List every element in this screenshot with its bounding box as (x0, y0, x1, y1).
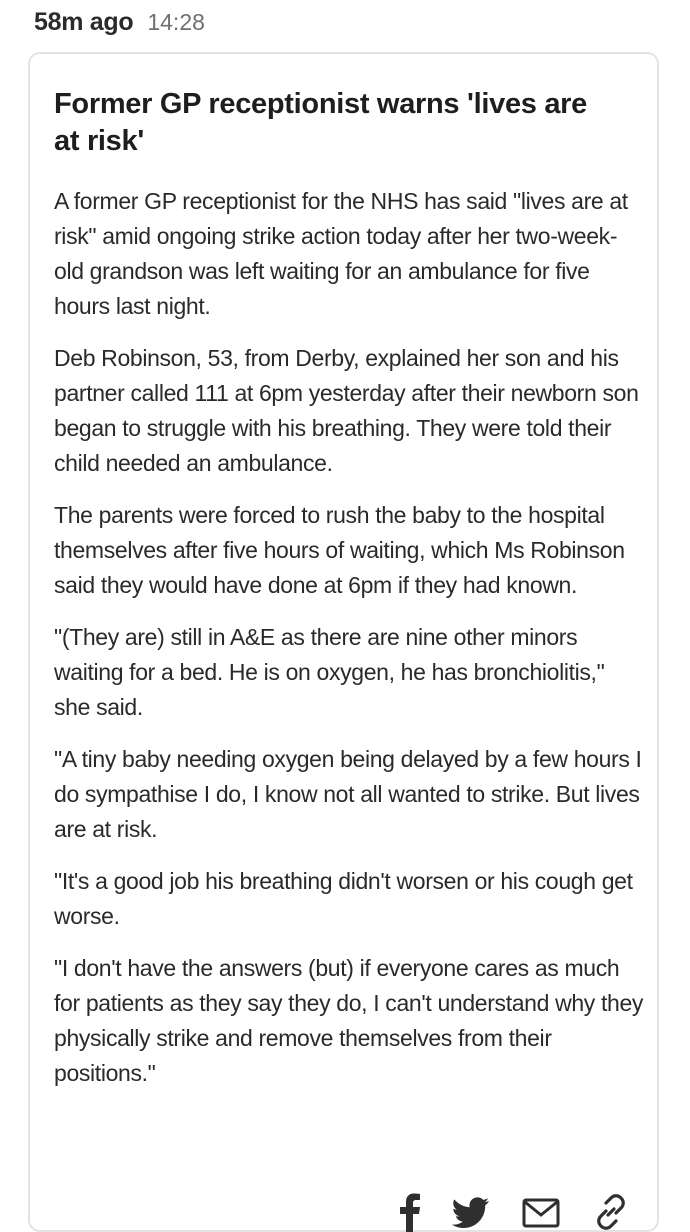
post-paragraph: The parents were forced to rush the baby to the hospital themselves after five hours of waiting, which Ms Robinson said they would have done at 6pm if they had known. (54, 502, 625, 598)
live-blog-post (28, 52, 659, 1232)
post-paragraph: "It's a good job his breathing didn't worsen or his cough get worse. (54, 868, 633, 929)
clock-time: 14:28 (147, 9, 205, 35)
post-paragraph: A former GP receptionist for the NHS has said "lives are at risk" amid ongoing strike action today after her two-week-old grandson was left waiting for an ambulance for five hours last night. (54, 188, 628, 319)
email-icon[interactable] (521, 1192, 561, 1232)
link-icon[interactable] (591, 1192, 631, 1232)
post-paragraph: "(They are) still in A&E as there are nine other minors waiting for a bed. He is on oxygen, he has bronchiolitis," she said. (54, 624, 605, 720)
post-headline: Former GP receptionist warns 'lives are at risk' (54, 88, 587, 157)
share-bar (399, 1192, 631, 1232)
post-paragraph: Deb Robinson, 53, from Derby, explained her son and his partner called 111 at 6pm yesterday after their newborn son began to struggle with his breathing. They were told their child needed an ambulance. (54, 345, 639, 476)
entry-timestamp (34, 8, 205, 44)
twitter-icon[interactable] (451, 1192, 491, 1232)
time-ago: 58m ago (34, 8, 134, 36)
post-body (54, 184, 644, 1108)
post-paragraph: "I don't have the answers (but) if everyone cares as much for patients as they say they do, I can't understand why they physically strike and remove themselves from their positions." (54, 955, 644, 1086)
facebook-icon[interactable] (399, 1192, 421, 1232)
post-paragraph: "A tiny baby needing oxygen being delayed by a few hours I do sympathise I do, I know not all wanted to strike. But lives are at risk. (54, 746, 642, 842)
